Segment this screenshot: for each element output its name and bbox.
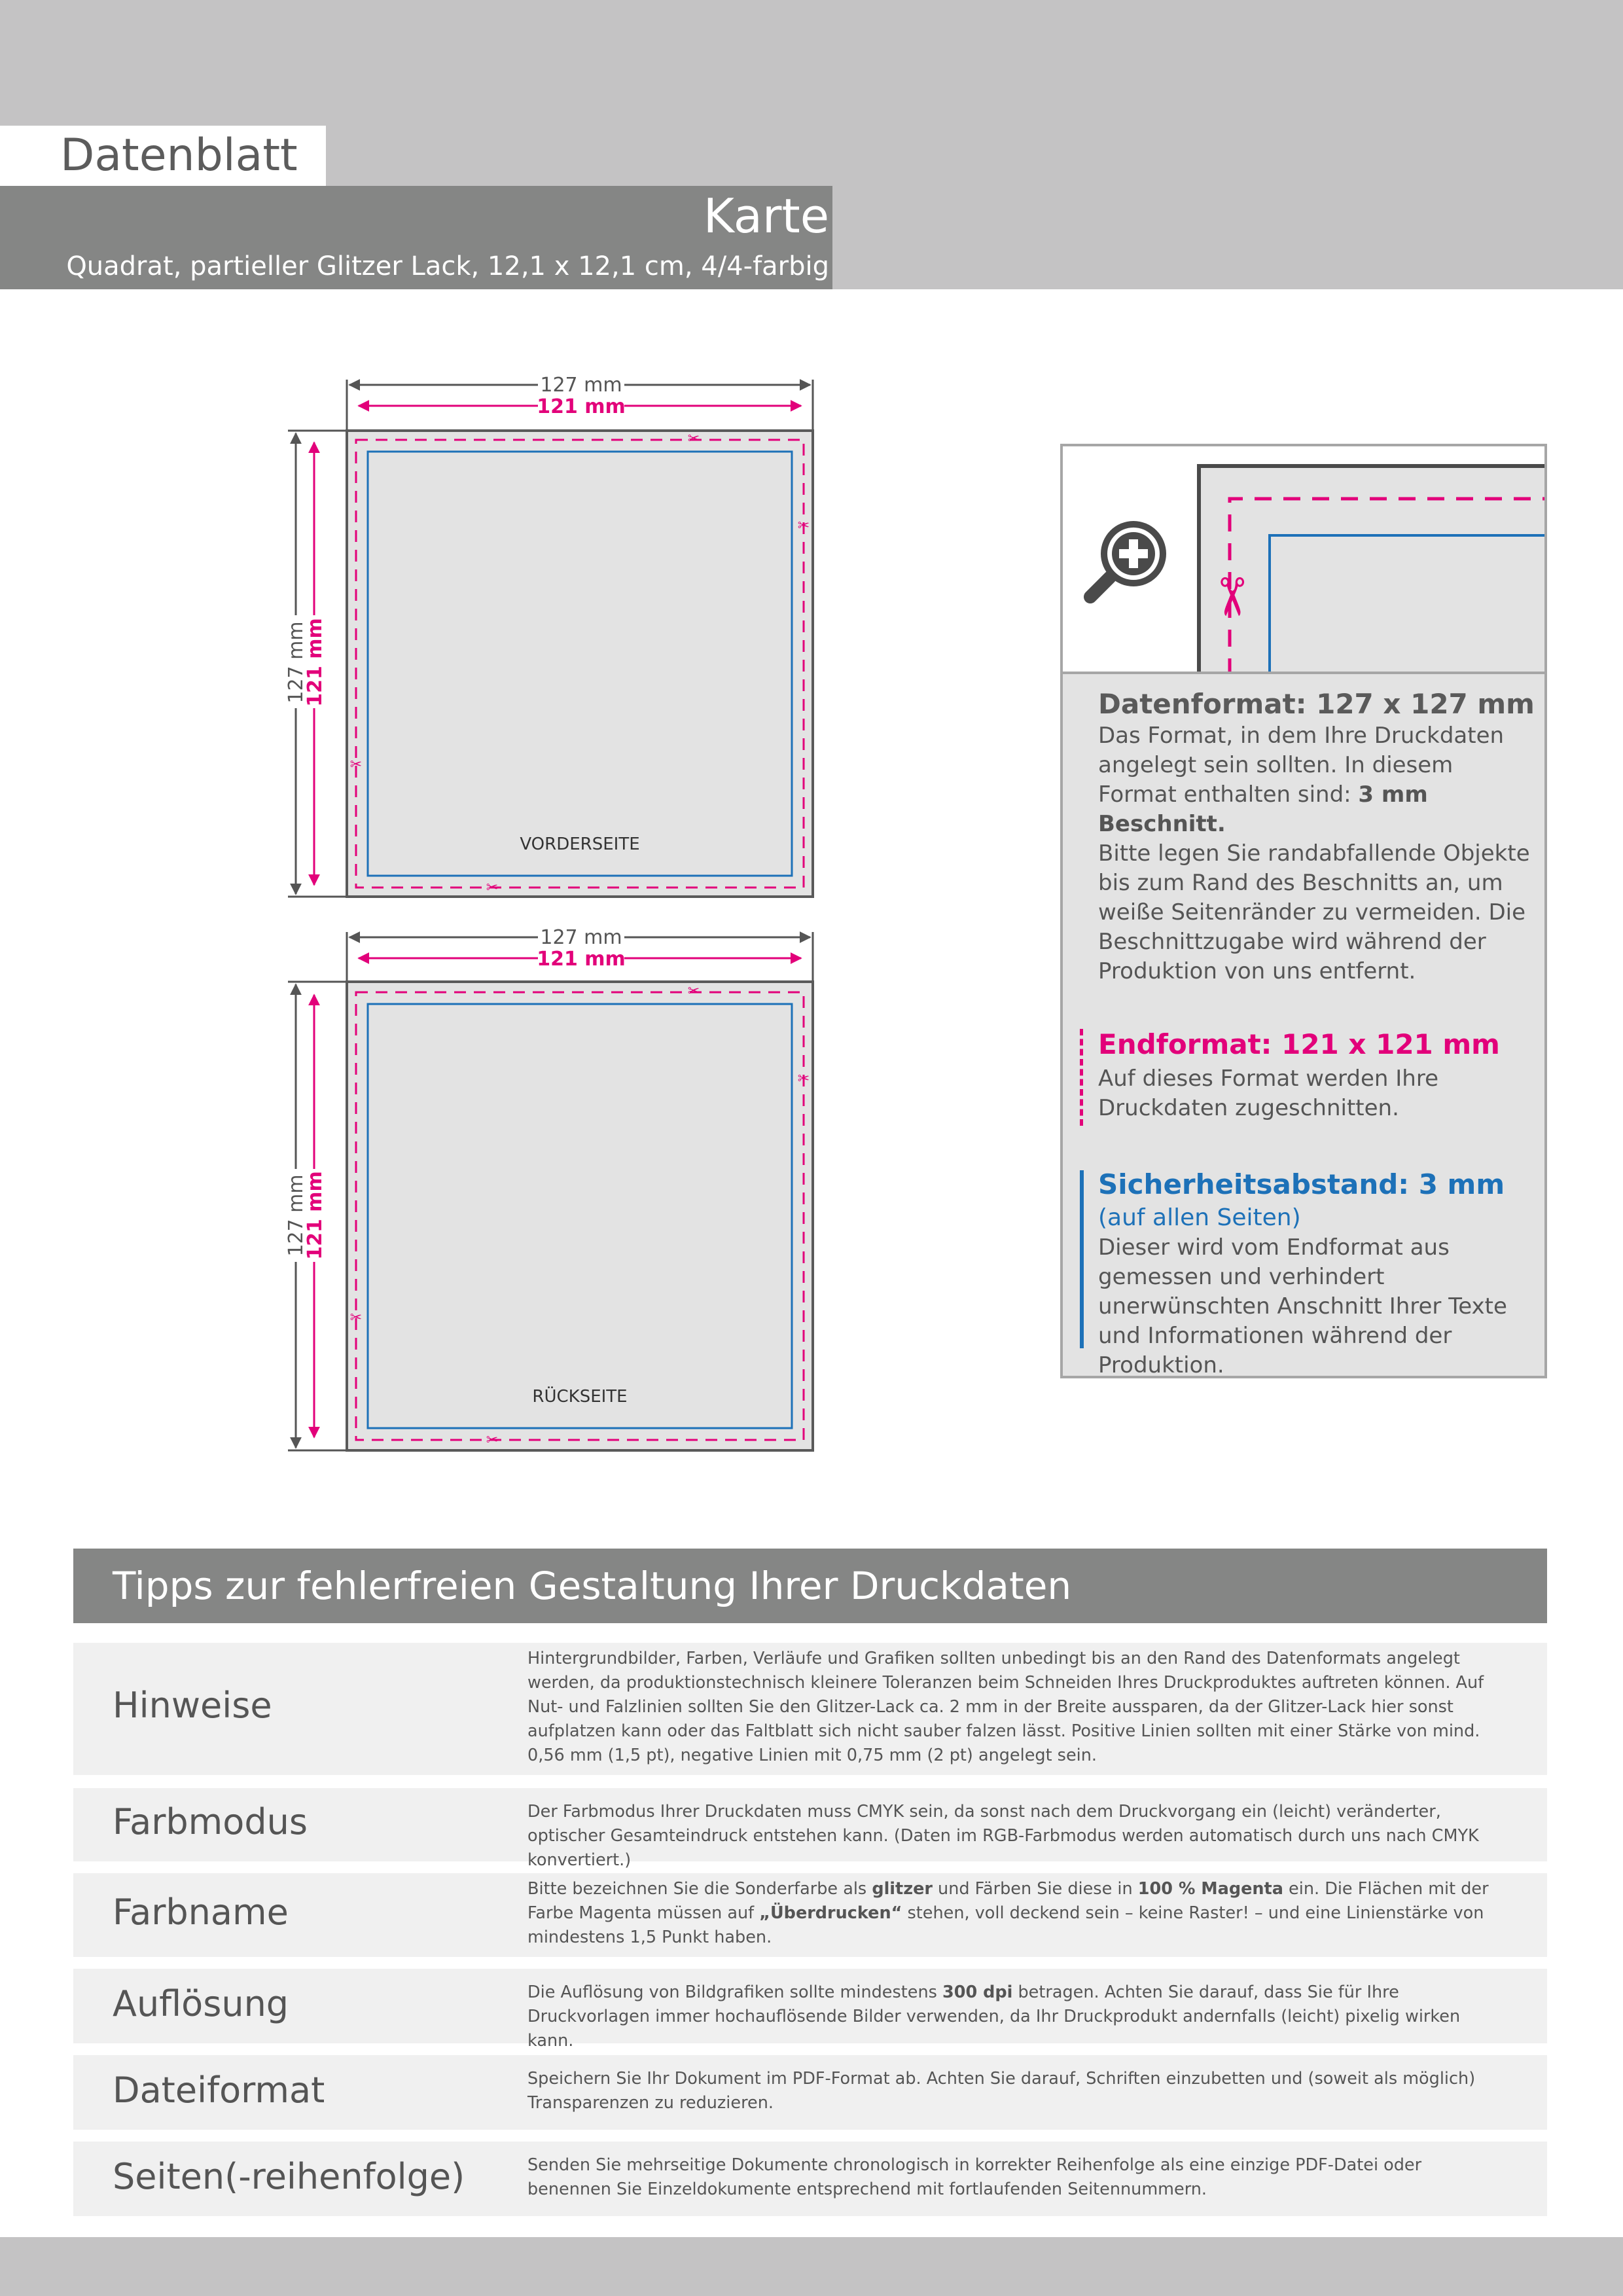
back-outer-height-label: 127 mm (285, 1174, 308, 1257)
scissors-icon: ✂ (797, 518, 810, 534)
bottom-band (0, 2237, 1623, 2296)
front-data-format (347, 431, 813, 897)
back-outer-width-label: 127 mm (540, 926, 622, 949)
zoom-in-icon (1090, 521, 1166, 597)
scissors-icon: ✂ (797, 1071, 810, 1087)
back-label: RÜCKSEITE (532, 1387, 628, 1407)
back-inner-width-label: 121 mm (537, 948, 626, 971)
product-spec: Quadrat, partieller Glitzer Lack, 12,1 x 12,1 cm, 4/4-farbig (66, 251, 829, 281)
tips-title: Tipps zur fehlerfreien Gestaltung Ihrer Druckdaten (113, 1564, 1072, 1608)
tip-label: Farbname (113, 1892, 289, 1933)
format-diagrams (0, 0, 916, 1505)
tip-text: Die Auflösung von Bildgrafiken sollte mindestens 300 dpi betragen. Achten Sie darauf, dass Sie für Ihre Druckvorlagen immer hochauflösende Bilder verwenden, da Ihr Druckprodukt andernfalls (leicht) pixelig wirken kann. (527, 1982, 1461, 2051)
tip-row-hinweise (73, 1643, 1547, 1775)
scissors-icon: ✂ (349, 757, 363, 773)
endformat-marker (1080, 1029, 1083, 1126)
tip-text: Senden Sie mehrseitige Dokumente chronologisch in korrekter Reihenfolge als eine einzige PDF-Datei oder benennen Sie Einzeldokumente entsprechend mit fortlaufenden Seitennummern. (527, 2155, 1422, 2199)
datenformat-text-2: Bitte legen Sie randabfallende Objekte bis zum Rand des Beschnitts an, um weiße Seitenränder zu vermeiden. Die Beschnittzugabe wird während der Produktion von uns entfernt. (1098, 840, 1530, 984)
tip-text: Hintergrundbilder, Farben, Verläufe und Grafiken sollten unbedingt bis an den Rand des Datenformats angelegt werden, da produktionstechnisch kleinere Toleranzen beim Schneiden Ihres Druckproduktes auftreten können. Auf Nut- und Falzlinien sollten Sie den Glitzer-Lack ca. 2 mm in der Breite aussparen, da der Glitzer-Lack hier sonst aufplatzen kann oder das Faltblatt sich nicht sauber falzen lässt. Positive Linien sollten mit einer Stärke von mind. 0,56 mm (1,5 pt), negative Linien mit 0,75 mm (2 pt) angelegt sein. (527, 1649, 1484, 1765)
scissors-icon: ✂ (486, 880, 499, 896)
scissors-icon: ✂ (1201, 575, 1262, 619)
tip-row-farbmodus (73, 1788, 1547, 1870)
scissors-icon: ✂ (349, 1310, 363, 1326)
datenformat-heading: Datenformat: 127 x 127 mm (1098, 688, 1535, 720)
tip-label: Farbmodus (113, 1801, 308, 1842)
sicherheit-heading: Sicherheitsabstand: 3 mm (1098, 1168, 1505, 1200)
sicherheit-marker (1080, 1170, 1084, 1348)
scissors-icon: ✂ (486, 1432, 499, 1448)
doc-label: Datenblatt (60, 130, 298, 181)
product-name: Karte (703, 188, 829, 243)
tip-text: Der Farbmodus Ihrer Druckdaten muss CMYK sein, da sonst nach dem Druckvorgang ein (leicht) veränderter, optischer Gesamteindruck entstehen kann. (Daten im RGB-Farbmodus werden automatisch durch uns nach CMYK konvertiert.) (527, 1802, 1479, 1870)
back-inner-height-label: 121 mm (304, 1171, 327, 1260)
tip-label: Dateiformat (113, 2070, 325, 2111)
front-inner-height-label: 121 mm (304, 618, 327, 707)
tip-row-farbname (73, 1873, 1547, 1957)
sicherheit-subheading: (auf allen Seiten) (1098, 1204, 1301, 1231)
tip-row-seiten (73, 2142, 1547, 2216)
endformat-heading: Endformat: 121 x 121 mm (1098, 1028, 1500, 1060)
front-outer-width-label: 127 mm (540, 374, 622, 397)
tip-text: Bitte bezeichnen Sie die Sonderfarbe als glitzer und Färben Sie diese in 100 % Magenta ein. Die Flächen mit der Farbe Magenta müssen auf „Überdrucken“ stehen, voll deckend sein – keine Raster! – und eine Linienstärke von mindestens 1,5 Punkt haben. (527, 1879, 1489, 1947)
tip-label: Hinweise (113, 1685, 272, 1726)
tip-row-dateiformat (73, 2055, 1547, 2130)
front-inner-width-label: 121 mm (537, 395, 626, 418)
tip-label: Seiten(-reihenfolge) (113, 2156, 465, 2197)
tip-label: Auflösung (113, 1983, 289, 2024)
zoom-detail (1063, 446, 1544, 672)
back-data-format (347, 982, 813, 1450)
sicherheit-text: Dieser wird vom Endformat aus gemessen und verhindert unerwünschten Anschnitt Ihrer Texte und Informationen während der Produktion. (1098, 1234, 1507, 1378)
zoom-format-corner (1199, 466, 1544, 672)
front-diagram (285, 374, 813, 897)
scissors-icon: ✂ (687, 983, 700, 999)
tip-text: Speichern Sie Ihr Dokument im PDF-Format ab. Achten Sie darauf, Schriften einzubetten und (soweit als möglich) Transparenzen zu reduzieren. (527, 2069, 1476, 2113)
back-diagram (285, 926, 813, 1450)
endformat-text: Auf dieses Format werden Ihre Druckdaten zugeschnitten. (1098, 1066, 1438, 1121)
tip-row-aufloesung (73, 1969, 1547, 2051)
scissors-icon: ✂ (687, 431, 700, 447)
zoom-divider (1063, 672, 1544, 674)
front-label: VORDERSEITE (520, 834, 640, 854)
front-outer-height-label: 127 mm (285, 621, 308, 704)
datenformat-text: Das Format, in dem Ihre Druckdaten angelegt sein sollten. In diesem Format enthalten sind: 3 mm Beschnitt. (1098, 723, 1505, 837)
